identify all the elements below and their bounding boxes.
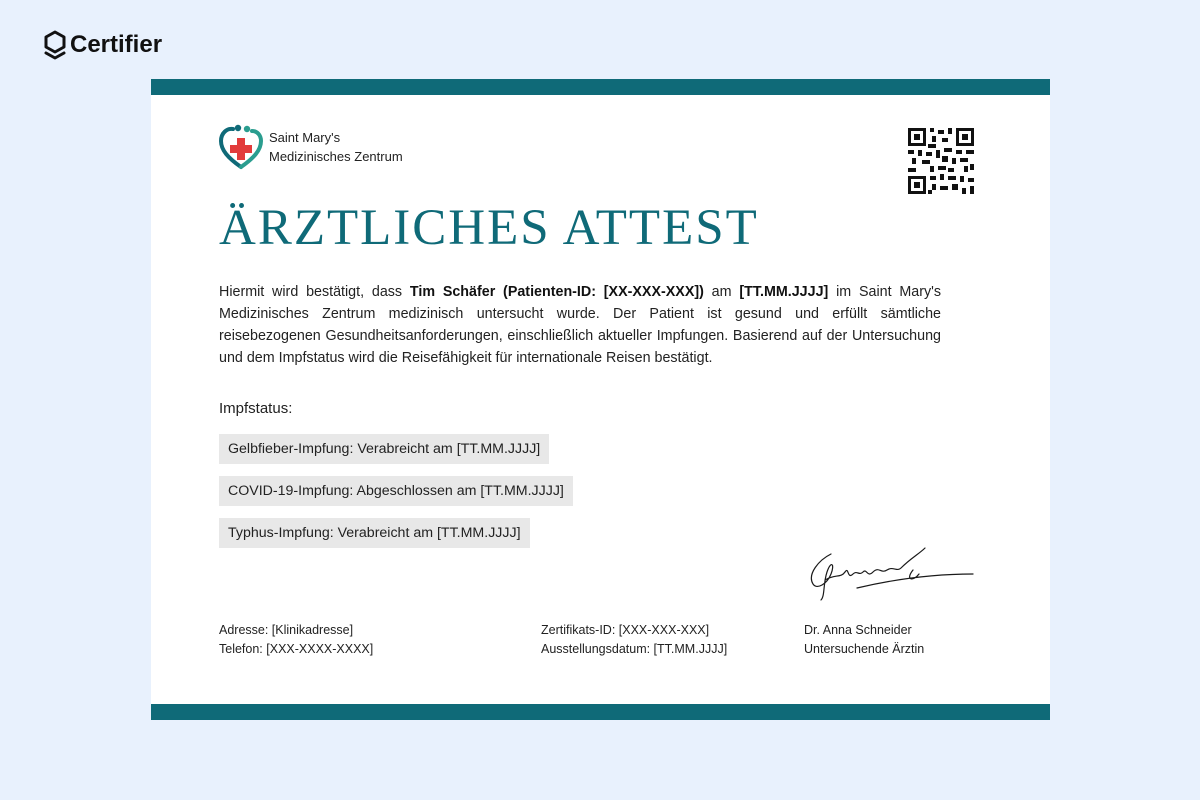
certificate-meta <box>541 621 727 659</box>
doctor-info <box>804 621 924 659</box>
top-accent-band <box>151 79 1050 95</box>
brand-name: Certifier <box>70 31 163 58</box>
certificate-id: Zertifikats-ID: [XXX-XXX-XXX] <box>541 623 710 637</box>
certifier-brand <box>44 30 162 60</box>
clinic-contact <box>219 621 373 659</box>
clinic-header <box>219 123 403 171</box>
body-intro: Hiermit wird bestätigt, dass <box>219 284 410 300</box>
body-mid: am <box>703 284 740 300</box>
certifier-logo-icon <box>44 30 66 60</box>
doctor-name: Dr. Anna Schneider <box>804 623 912 637</box>
clinic-phone: Telefon: [XXX-XXXX-XXXX] <box>219 642 374 656</box>
clinic-name-line1: Saint Mary's <box>269 130 341 145</box>
certificate-card <box>151 79 1050 720</box>
clinic-name-line2: Medizinisches Zentrum <box>269 149 403 164</box>
doctor-role: Untersuchende Ärztin <box>804 642 925 656</box>
vaccination-typhoid: Typhus-Impfung: Verabreicht am [TT.MM.JJJJ] <box>219 518 530 548</box>
body-rest: im Saint Mary's Medizinisches Zentrum medizinisch untersucht wurde. Der Patient ist gesund und erfüllt sämtliche reisebezogenen Gesundheitsanforderungen, einschließlich aktueller Impfungen. Basierend auf der Untersuchung und dem Impfstatus wird die Reisefähigkeit für internationale Reisen bestätigt. <box>219 284 942 366</box>
bottom-accent-band <box>151 704 1050 720</box>
certificate-body <box>219 281 941 369</box>
certificate-title: ÄRZTLICHES ATTEST <box>219 200 759 256</box>
vaccination-yellow-fever: Gelbfieber-Impfung: Verabreicht am [TT.MM.JJJJ] <box>219 434 549 464</box>
patient-name-id: Tim Schäfer (Patienten-ID: [XX-XXX-XXX]) <box>409 284 704 300</box>
vaccination-covid19: COVID-19-Impfung: Abgeschlossen am [TT.MM.JJJJ] <box>219 476 573 506</box>
issue-date: Ausstellungsdatum: [TT.MM.JJJJ] <box>541 642 728 656</box>
clinic-address: Adresse: [Klinikadresse] <box>219 623 354 637</box>
exam-date: [TT.MM.JJJJ] <box>739 284 829 300</box>
qr-code-icon <box>908 128 974 194</box>
vaccination-status-label: Impfstatus: <box>219 400 293 417</box>
clinic-heart-cross-icon <box>219 123 263 171</box>
doctor-signature <box>801 544 981 602</box>
